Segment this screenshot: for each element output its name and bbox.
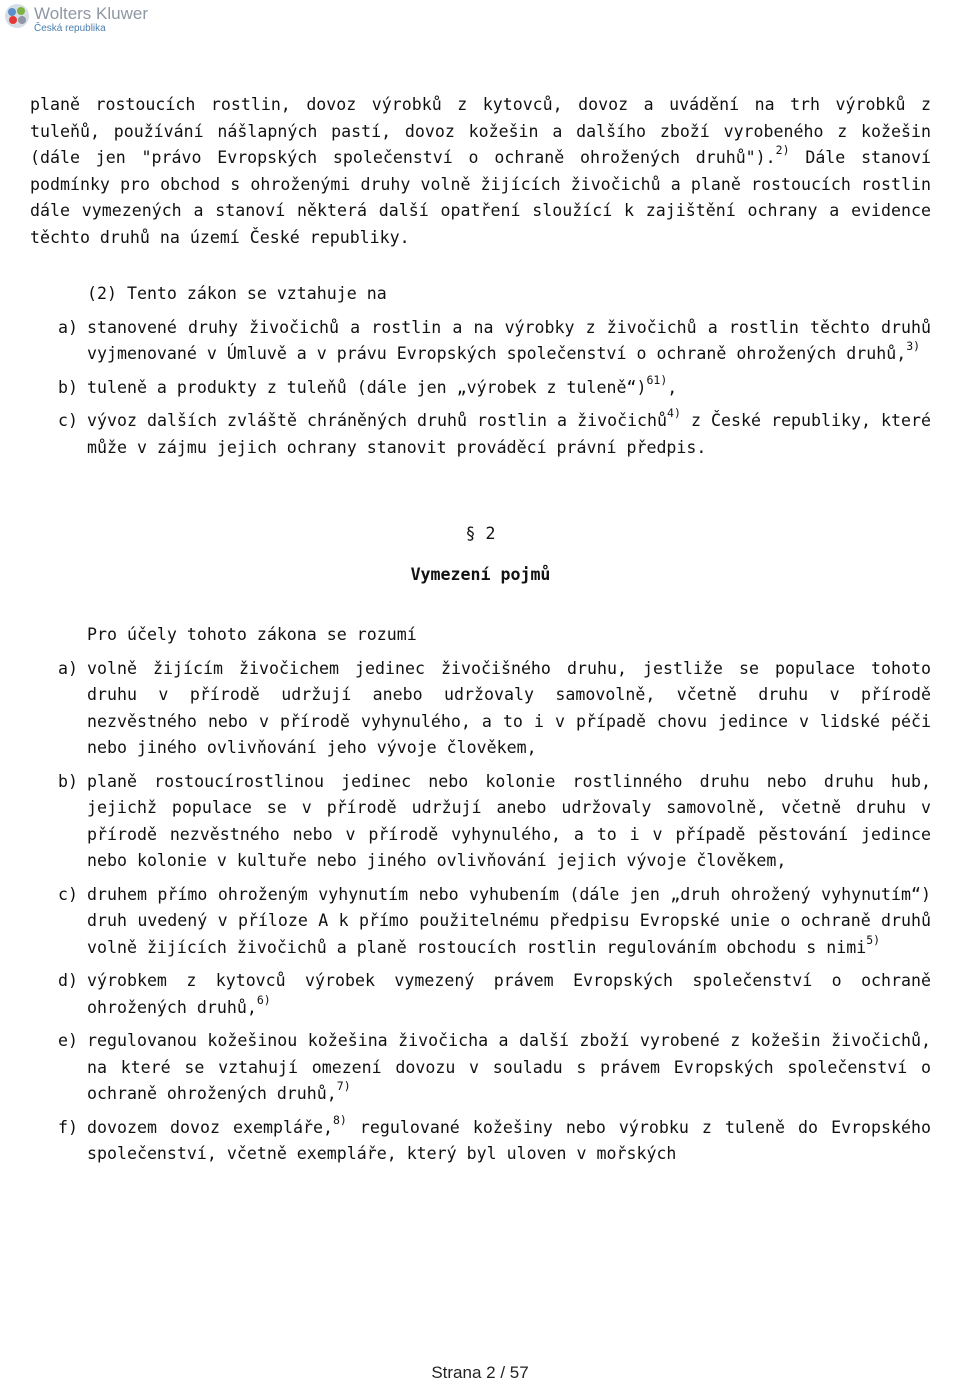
list-item-text-after: regulované kožešiny nebo výrobku z tuleně do Evropského společenství, včetně exempláře, který byl uloven v mořských: [87, 1117, 931, 1163]
footnote-ref: 2): [775, 143, 790, 158]
section-sign: § 2: [465, 524, 496, 543]
list-item-text: druhem přímo ohroženým vyhynutím nebo vyhubením (dále jen „druh ohrožený vyhynutím“) druh uvedený v příloze A k přímo použitelnému předpisu Evropské unie o ochraně druhů volně žijících živočichů a planě rostoucích rostlin regulováním obchodu s nimi: [87, 884, 931, 957]
list-item-label: a): [58, 317, 78, 337]
list-item-label: b): [58, 377, 78, 397]
document-body: [30, 92, 931, 1175]
footnote-ref: 4): [667, 406, 681, 421]
paragraph-1-text-b: Dále stanoví podmínky pro obchod s ohroženými druhy volně žijících živočichů a planě rostoucích rostlin dále vymezených a stanoví některá další opatření sloužící k zajištění ochrany a evidence těchto druhů na území České republiky.: [30, 148, 932, 247]
logo-subtitle: Česká republika: [34, 23, 106, 34]
list-item-body: [87, 656, 931, 762]
logo-name: Wolters Kluwer: [34, 4, 148, 23]
publisher-logo: [4, 3, 148, 37]
list-item-text-after: z České republiky, které může v zájmu jejich ochrany stanovit prováděcí právní předpis.: [87, 411, 932, 457]
paragraph-1: [30, 92, 931, 251]
list-item-text: regulovanou kožešinou kožešina živočicha a další zboží vyrobené z kožešin živočichů, na které se vztahují omezení dovozu v souladu s právem Evropských společenství o ochraně ohrožených druhů,: [87, 1031, 931, 1103]
list-item: [30, 408, 931, 461]
list-item: [30, 372, 931, 402]
list-item-text: tuleně a produkty z tuleňů (dále jen „výrobek z tuleně“): [87, 377, 647, 397]
list-item-label: e): [58, 1031, 78, 1050]
list-item-label: a): [58, 658, 78, 678]
section-title: Vymezení pojmů: [410, 564, 551, 584]
section-intro: Pro účely tohoto zákona se rozumí: [87, 625, 417, 644]
list-item: [30, 769, 931, 875]
list-item-label: c): [58, 411, 78, 430]
list-item-body: [87, 769, 931, 875]
list-item: [30, 882, 931, 962]
list-item-body: [87, 1028, 931, 1108]
list-item-text: výrobkem z kytovců výrobek vymezený právem Evropských společenství o ochraně ohrožených druhů,: [87, 971, 931, 1017]
list-item-label: d): [58, 971, 78, 990]
list-item-label: b): [58, 771, 78, 791]
list-item-body: [87, 408, 931, 461]
list-item-label: f): [58, 1117, 78, 1137]
list-item-text: dovozem dovoz exempláře,: [87, 1117, 333, 1137]
paragraph-2-intro: (2) Tento zákon se vztahuje na: [87, 284, 387, 303]
list-item-body: [87, 1112, 931, 1168]
list-item: [30, 315, 931, 368]
paragraph-1-text-a: planě rostoucích rostlin, dovoz výrobků z kytovců, dovoz a uvádění na trh výrobků z tuleňů, používání nášlapných pastí, dovoz kožešin a dalšího zboží vyrobeného z kožešin (dále jen "právo Evropských společenství o ochraně ohrožených druhů").: [30, 95, 931, 167]
footnote-ref: 3): [906, 339, 921, 354]
list-item-text-after: ,: [667, 377, 678, 397]
list-item-body: [87, 882, 931, 962]
footnote-ref: 6): [256, 992, 271, 1007]
definitions-list: [30, 656, 931, 1168]
list-item-text: vývoz dalších zvláště chráněných druhů rostlin a živočichů: [87, 411, 668, 430]
list-item: [30, 1112, 931, 1168]
list-item: [30, 656, 931, 762]
paragraph-2-list: [30, 315, 931, 462]
list-item-label: c): [58, 884, 78, 904]
footnote-ref: 5): [866, 932, 881, 947]
list-item: [30, 968, 931, 1021]
list-item-body: [87, 968, 931, 1021]
page-number: Strana 2 / 57: [431, 1363, 529, 1382]
list-item-body: [87, 372, 931, 402]
list-item-body: [87, 315, 931, 368]
footnote-ref: 7): [336, 1079, 351, 1094]
footnote-ref: 61): [646, 372, 668, 387]
wolters-kluwer-logo-icon: [4, 3, 30, 29]
list-item-text: planě rostoucírostlinou jedinec nebo kolonie rostlinného druhu nebo druhu hub, jejichž populace se v přírodě udržují anebo udržovaly samovolně, včetně druhu v přírodě nezvěstného nebo v přírodě vyhynulého, a to i v případě pěstování jedince nebo kolonie v kultuře nebo jiného ovlivňování jejich vývoje člověkem,: [87, 771, 931, 870]
list-item: [30, 1028, 931, 1108]
footnote-ref: 8): [332, 1112, 347, 1127]
list-item-text: stanovené druhy živočichů a rostlin a na výrobky z živočichů a rostlin těchto druhů vyjmenované v Úmluvě a v právu Evropských společenství o ochraně ohrožených druhů,: [87, 317, 931, 363]
list-item-text: volně žijícím živočichem jedinec živočišného druhu, jestliže se populace tohoto druhu v přírodě udržují anebo udržovaly samovolně, včetně druhu v přírodě nezvěstného nebo v přírodě vyhynulého, a to i v případě chovu jedince v lidské péči nebo jiného ovlivňování jeho vývoje člověkem,: [87, 658, 931, 757]
